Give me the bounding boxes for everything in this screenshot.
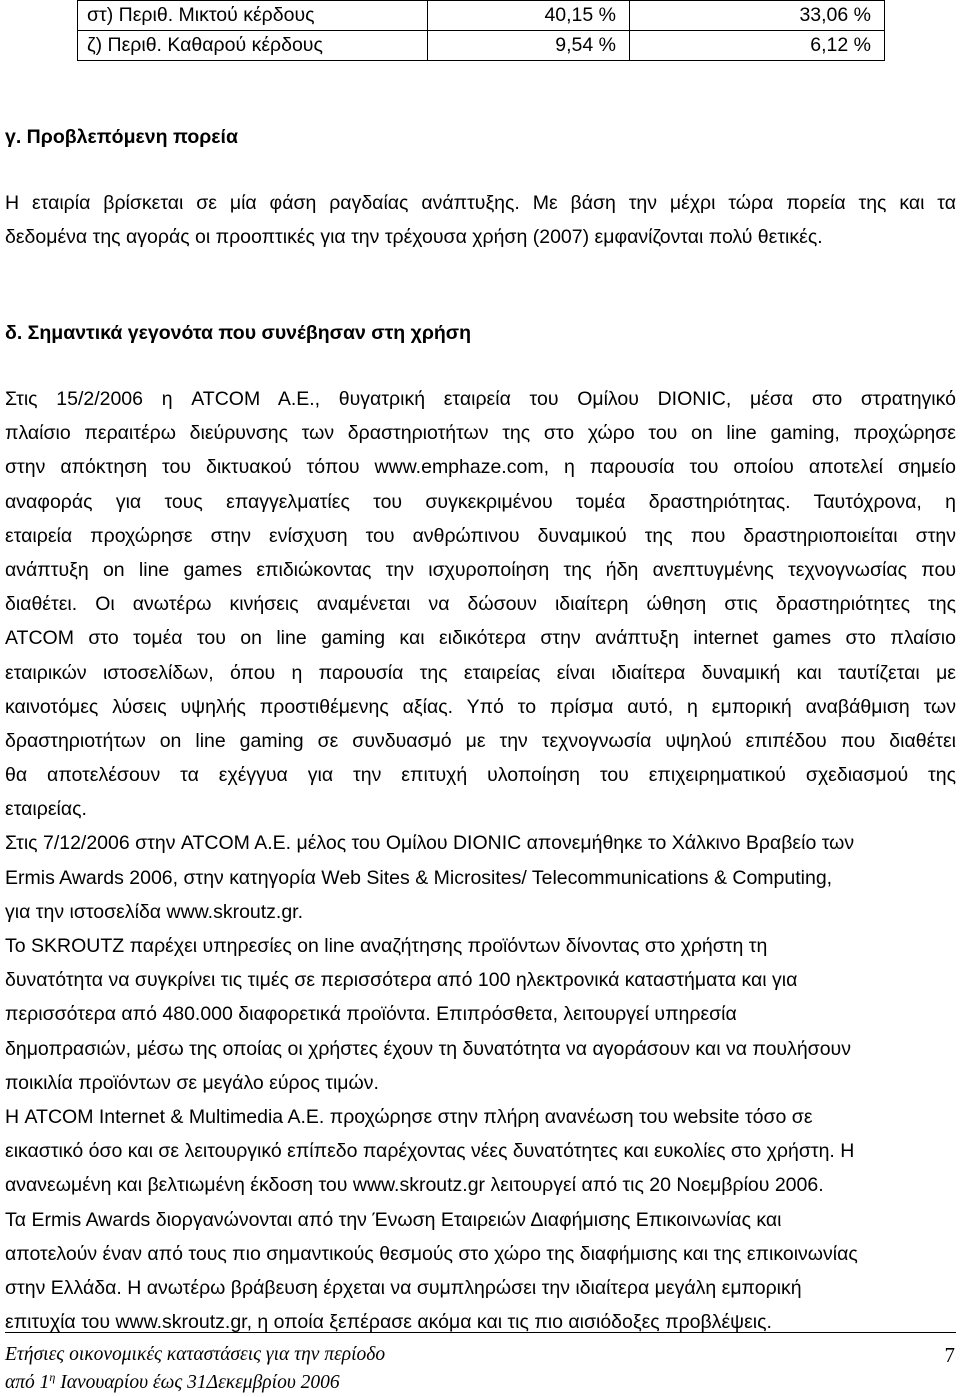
section-heading-forecast: γ. Προβλεπόμενη πορεία bbox=[5, 126, 238, 148]
text-line: Η ATCOM Internet & Multimedia A.E. προχώρησε στην πλήρη ανανέωση του website τόσο σε bbox=[5, 1105, 813, 1128]
events-paragraph-4 bbox=[5, 1100, 956, 1203]
footer-title: Ετήσιες οικονομικές καταστάσεις για την περίοδο bbox=[5, 1344, 386, 1365]
footer-period-end: Ιανουαρίου έως 31Δεκεμβρίου 2006 bbox=[55, 1372, 340, 1393]
text-line: περισσότερα από 480.000 διαφορετικά προϊόντα. Επιπρόσθετα, λειτουργεί υπηρεσία bbox=[5, 1003, 737, 1026]
text-line: θα αποτελέσουν τα εχέγγυα για την επιτυχή υλοποίηση του επιχειρηματικού σχεδιασμού της bbox=[5, 764, 956, 787]
text-line: ανάπτυξη on line games επιδιώκοντας την ισχυροποίηση της ήδη ανεπτυγμένης τεχνογνωσίας που bbox=[5, 558, 956, 581]
text-line: ανανεωμένη και βελτιωμένη έκδοση του www.skroutz.gr λειτουργεί από τις 20 Νοεμβρίου 2006. bbox=[5, 1174, 824, 1197]
ratio-value-current: 9,54 % bbox=[428, 31, 630, 61]
text-line: εταιρείας. bbox=[5, 798, 87, 821]
ratio-label: στ) Περιθ. Μικτού κέρδους bbox=[78, 1, 428, 31]
footer-period-start: από 1 bbox=[5, 1372, 50, 1393]
section-heading-events: δ. Σημαντικά γεγονότα που συνέβησαν στη χρήση bbox=[5, 322, 472, 344]
page-number: 7 bbox=[944, 1343, 955, 1367]
events-body bbox=[5, 382, 956, 1339]
text-line: επιτυχία του www.skroutz.gr, η οποία ξεπέρασε ακόμα και τις πιο αισιόδοξες προβλέψεις. bbox=[5, 1311, 772, 1334]
footer-ordinal: η bbox=[49, 1370, 56, 1384]
text-line: για την ιστοσελίδα www.skroutz.gr. bbox=[5, 900, 304, 923]
ratios-row bbox=[78, 1, 885, 31]
text-line: στην Ελλάδα. Η ανωτέρω βράβευση έρχεται να συμπληρώσει την ιδιαίτερα μεγάλη εμπορική bbox=[5, 1276, 802, 1299]
text-line: εταιρεία προχώρησε στην ενίσχυση του ανθρώπινου δυναμικού της που δραστηριοποιείται στην bbox=[5, 524, 956, 547]
text-line: πλαίσιο περαιτέρω διεύρυνσης των δραστηριοτήτων της στο χώρο του on line gaming, προχώρησε bbox=[5, 422, 956, 445]
text-line: αποτελούν έναν από τους πιο σημαντικούς θεσμούς στο χώρο της διαφήμισης και της επικοινωνίας bbox=[5, 1242, 858, 1265]
text-line: Στις 15/2/2006 η ATCOM A.E., θυγατρική εταιρεία του Ομίλου DIONIC, μέσα στο στρατηγικό bbox=[5, 388, 956, 410]
text-line: στην απόκτηση του δικτυακού τόπου www.emphaze.com, η παρουσία του οποίου αποτελεί σημείο bbox=[5, 456, 956, 479]
events-paragraph-2 bbox=[5, 826, 956, 929]
text-line: διαθέτει. Οι ανωτέρω κινήσεις αναμένεται να δώσουν ιδιαίτερη ώθηση στις δραστηριότητες της bbox=[5, 593, 956, 616]
text-line: αναφοράς για τους επαγγελματίες του συγκεκριμένου τομέα δραστηριότητας. Ταυτόχρονα, η bbox=[5, 490, 956, 513]
text-line: Στις 7/12/2006 στην ATCOM A.E. μέλος του Ομίλου DIONIC απονεμήθηκε το Χάλκινο Βραβείο των bbox=[5, 832, 855, 855]
text-line: καινοτόμες λύσεις υψηλής προστιθέμενης αξίας. Υπό το πρίσμα αυτό, η εμπορική αναβάθμιση των bbox=[5, 695, 956, 718]
text-line: Η εταιρία βρίσκεται σε μία φάση ραγδαίας ανάπτυξης. Με βάση την μέχρι τώρα πορεία της και τα bbox=[5, 192, 956, 214]
text-line: δεδομένα της αγοράς οι προοπτικές για την τρέχουσα χρήση (2007) εμφανίζονται πολύ θετικές. bbox=[5, 226, 823, 249]
text-line: ATCOM στο τομέα του on line gaming και ειδικότερα στην ανάπτυξη internet games στο πλαίσιο bbox=[5, 627, 956, 650]
ratio-value-previous: 33,06 % bbox=[630, 1, 885, 31]
ratios-row bbox=[78, 31, 885, 61]
events-paragraph-5 bbox=[5, 1203, 956, 1340]
footer-period bbox=[5, 1372, 340, 1394]
ratio-value-current: 40,15 % bbox=[428, 1, 630, 31]
footer-divider bbox=[5, 1332, 956, 1333]
ratios-table bbox=[77, 0, 885, 61]
text-line: εταιρικών ιστοσελίδων, όπου η παρουσία της εταιρείας είναι ιδιαίτερα δυναμική και ταυτίζεται με bbox=[5, 661, 956, 684]
text-line: δυνατότητα να συγκρίνει τις τιμές σε περισσότερα από 100 ηλεκτρονικά καταστήματα και για bbox=[5, 969, 798, 992]
text-line: Τα Ermis Awards διοργανώνονται από την Ένωση Εταιρειών Διαφήμισης Επικοινωνίας και bbox=[5, 1208, 782, 1231]
events-paragraph-1 bbox=[5, 382, 956, 826]
text-line: δραστηριοτήτων on line gaming σε συνδυασμό με την τεχνογνωσία υψηλού επιπέδου που διαθέτει bbox=[5, 729, 956, 752]
text-line: ποικιλία προϊόντων σε μεγάλο εύρος τιμών. bbox=[5, 1071, 379, 1094]
text-line: δημοπρασιών, μέσω της οποίας οι χρήστες έχουν τη δυνατότητα να αγοράσουν και να πουλήσουν bbox=[5, 1037, 851, 1060]
ratio-label: ζ) Περιθ. Καθαρού κέρδους bbox=[78, 31, 428, 61]
ratio-value-previous: 6,12 % bbox=[630, 31, 885, 61]
text-line: εικαστικό όσο και σε λειτουργικό επίπεδο παρέχοντας νέες δυνατότητες και ευκολίες στο χρήστη. Η bbox=[5, 1140, 855, 1163]
forecast-paragraph bbox=[5, 186, 956, 254]
text-line: Το SKROUTZ παρέχει υπηρεσίες on line αναζήτησης προϊόντων δίνοντας στο χρήστη τη bbox=[5, 935, 768, 957]
events-paragraph-3 bbox=[5, 929, 956, 1100]
text-line: Ermis Awards 2006, στην κατηγορία Web Sites & Microsites/ Telecommunications & Computing, bbox=[5, 866, 833, 889]
